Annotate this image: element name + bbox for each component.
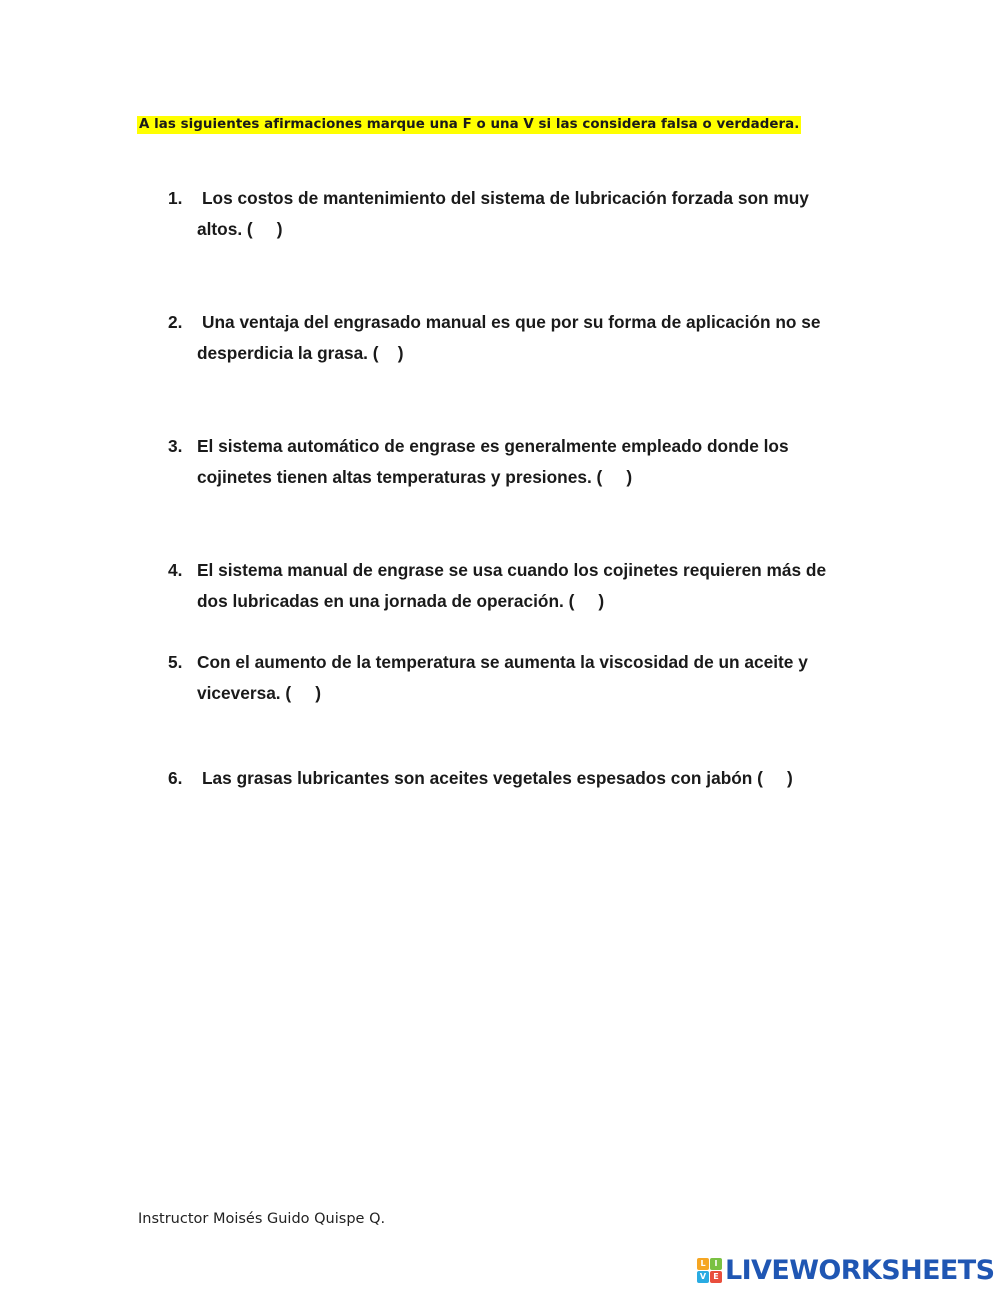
question-text-line1: Las grasas lubricantes son aceites vegetales espesados con jabón ( (202, 768, 763, 788)
question-number: 1. (168, 188, 183, 208)
question-text-line1: Una ventaja del engrasado manual es que por su forma de aplicación no se (202, 312, 821, 332)
closing-paren: ) (786, 768, 793, 788)
question-text-line2: cojinetes tienen altas temperaturas y presiones. ( (197, 467, 603, 487)
closing-paren: ) (397, 343, 404, 363)
answer-blank[interactable] (574, 586, 598, 617)
answer-blank[interactable] (379, 338, 398, 369)
question-5 (168, 647, 868, 709)
logo-letter: I (710, 1258, 722, 1270)
question-number: 2. (168, 312, 183, 332)
closing-paren: ) (598, 591, 605, 611)
question-text-line1: El sistema automático de engrase es generalmente empleado donde los (197, 436, 789, 456)
question-text-line2: altos. ( (197, 219, 253, 239)
question-2 (168, 307, 868, 369)
question-text-line2: desperdicia la grasa. ( (197, 343, 379, 363)
brand-name: LIVEWORKSHEETS (725, 1254, 995, 1286)
question-3 (168, 431, 868, 493)
question-text-line2: dos lubricadas en una jornada de operación. ( (197, 591, 575, 611)
instruction-banner: A las siguientes afirmaciones marque una F o una V si las considera falsa o verdadera. (139, 117, 800, 132)
closing-paren: ) (626, 467, 633, 487)
answer-blank[interactable] (291, 678, 315, 709)
answer-blank[interactable] (253, 214, 277, 245)
instructor-footer: Instructor Moisés Guido Quispe Q. (138, 1211, 386, 1227)
closing-paren: ) (315, 683, 321, 703)
question-text-line1: Los costos de mantenimiento del sistema de lubricación forzada son muy (202, 188, 809, 208)
logo-letter: E (710, 1271, 722, 1283)
logo-letter: L (697, 1258, 709, 1270)
question-text-line1: Con el aumento de la temperatura se aumenta la viscosidad de un aceite y (197, 652, 808, 672)
question-number: 6. (168, 768, 183, 788)
closing-paren: ) (276, 219, 283, 239)
question-number: 4. (168, 560, 183, 580)
answer-blank[interactable] (602, 462, 626, 493)
answer-blank[interactable] (763, 763, 787, 794)
logo-letter: V (697, 1271, 709, 1283)
question-6 (168, 763, 868, 794)
question-4 (168, 555, 868, 617)
liveworksheets-logo-icon (697, 1258, 722, 1283)
question-number: 3. (168, 436, 183, 456)
question-text-line1: El sistema manual de engrase se usa cuando los cojinetes requieren más de (197, 560, 827, 580)
question-number: 5. (168, 652, 183, 672)
question-text-line2: viceversa. ( (197, 683, 292, 703)
question-1 (168, 183, 868, 245)
liveworksheets-brand[interactable] (697, 1255, 994, 1285)
